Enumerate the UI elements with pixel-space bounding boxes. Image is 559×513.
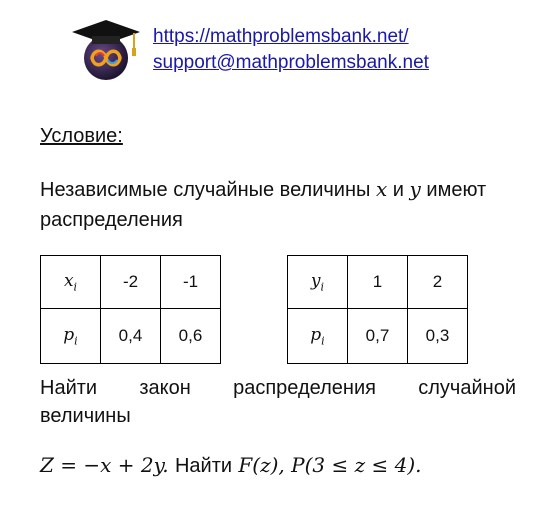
table-x-value-1: -2 <box>101 256 161 309</box>
formula-line <box>40 453 422 478</box>
formula-targets: F(z), P(3 ≤ z ≤ 4). <box>238 453 422 477</box>
statement-and: и <box>392 179 404 201</box>
table-x-var-header: $x_i$ <box>41 256 101 309</box>
distribution-table-y <box>287 255 468 364</box>
task-line-2: величины <box>40 405 131 427</box>
formula-definition: Z = −x + 2y. <box>40 453 169 477</box>
statement-text-1: Независимые случайные величины <box>40 179 371 201</box>
table-x-prob-1: 0,4 <box>101 309 161 364</box>
header-links <box>153 24 429 76</box>
task-text <box>40 374 516 430</box>
statement-text-2: имеют распределения <box>40 179 487 231</box>
table-y-prob-1: 0,7 <box>348 309 408 364</box>
task-word: распределения <box>233 377 376 399</box>
table-y-var-header: $y_i$ <box>288 256 348 309</box>
table-row <box>288 256 468 309</box>
table-y-value-2: 2 <box>408 256 468 309</box>
condition-heading: Условие: <box>40 125 123 147</box>
graduation-cap-logo-icon <box>70 16 142 82</box>
distribution-table-x <box>40 255 221 364</box>
table-x-prob-2: 0,6 <box>161 309 221 364</box>
table-row <box>41 309 221 364</box>
table-y-prob-2: 0,3 <box>408 309 468 364</box>
table-x-value-2: -1 <box>161 256 221 309</box>
table-y-value-1: 1 <box>348 256 408 309</box>
site-link[interactable]: https://mathproblemsbank.net/ <box>153 26 409 47</box>
email-link[interactable]: support@mathproblemsbank.net <box>153 52 429 73</box>
table-y-prob-header: $p_i$ <box>288 309 348 364</box>
task-word: случайной <box>418 377 516 399</box>
table-row <box>41 256 221 309</box>
table-row <box>288 309 468 364</box>
problem-statement <box>40 174 516 235</box>
var-y: y <box>409 177 421 201</box>
var-x: x <box>375 177 388 201</box>
task-word: закон <box>139 377 191 399</box>
task-word: Найти <box>40 377 98 399</box>
formula-find-label: Найти <box>174 455 233 477</box>
table-x-prob-header: $p_i$ <box>41 309 101 364</box>
task-line-1 <box>40 374 516 402</box>
